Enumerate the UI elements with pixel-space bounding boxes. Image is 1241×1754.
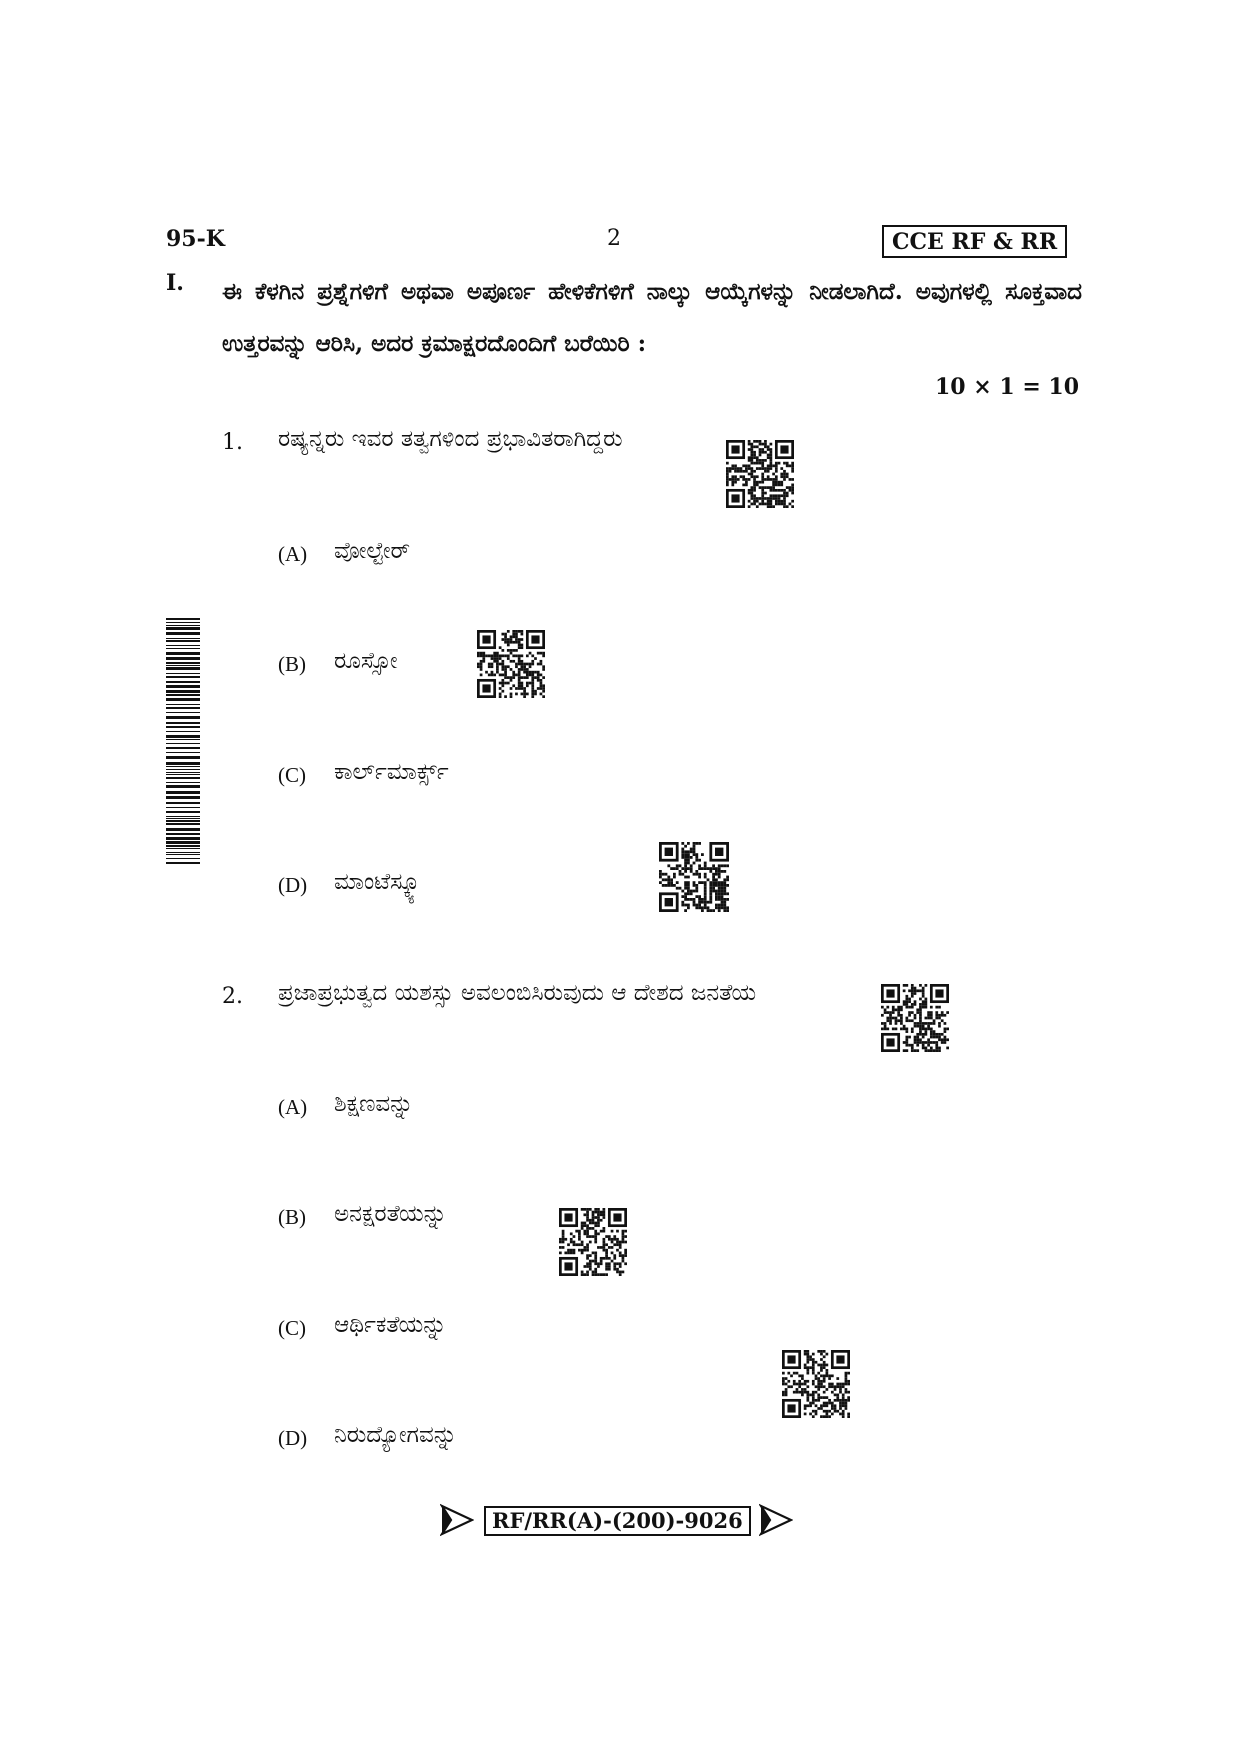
qr-code-icon — [559, 1208, 627, 1276]
qr-code-icon — [881, 984, 949, 1052]
qr-code-icon — [781, 1350, 851, 1418]
footer-code: RF/RR(A)-(200)-9026 — [484, 1506, 751, 1536]
q2-option-d-text: ನಿರುದ್ಯೋಗವನ್ನು — [334, 1422, 457, 1448]
arrow-right-icon — [759, 1503, 793, 1537]
q2-option-b-label: (B) — [278, 1205, 306, 1229]
q1-option-a-label: (A) — [278, 542, 308, 566]
qr-code-icon — [477, 630, 545, 698]
q2-option-a-text: ಶಿಕ್ಷಣವನ್ನು — [334, 1091, 414, 1117]
q2-option-a-label: (A) — [278, 1095, 308, 1119]
q1-option-c-label: (C) — [278, 763, 306, 787]
q1-option-a-text: ವೋಲ್ಟೇರ್ — [334, 538, 411, 564]
arrow-right-icon — [440, 1503, 474, 1537]
barcode-icon — [166, 618, 200, 866]
exam-label: CCE RF & RR — [882, 225, 1067, 258]
question-2-text: ಪ್ರಜಾಪ್ರಭುತ್ವದ ಯಶಸ್ಸು ಅವಲಂಬಿಸಿರುವುದು ಆ ದೇಶದ ಜನತೆಯ — [278, 980, 757, 1006]
q2-option-c-text: ಆರ್ಥಿಕತೆಯನ್ನು — [334, 1312, 447, 1338]
q1-option-b-label: (B) — [278, 652, 306, 676]
section-instruction: ಈ ಕೆಳಗಿನ ಪ್ರಶ್ನೆಗಳಿಗೆ ಅಥವಾ ಅಪೂರ್ಣ ಹೇಳಿಕೆಗಳಿಗೆ ನಾಲ್ಕು ಆಯ್ಕೆಗಳನ್ನು ನೀಡಲಾಗಿದೆ. ಅವುಗಳಲ್ಲಿ ಸೂಕ್ತವಾದ ಉತ್ತರವನ್ನು ಆರಿಸಿ, ಅದರ ಕ್ರಮಾಕ್ಷರದೊಂದಿಗೆ ಬರೆಯಿರಿ : — [222, 278, 1082, 357]
question-2-number: 2. — [222, 984, 243, 1009]
q1-option-c-text: ಕಾರ್ಲ್‌ಮಾರ್ಕ್ಸ್ — [334, 759, 449, 785]
question-1-text: ರಷ್ಯನ್ನರು ಇವರ ತತ್ವಗಳಿಂದ ಪ್ರಭಾವಿತರಾಗಿದ್ದರು — [278, 426, 623, 452]
q2-option-b-text: ಅನಕ್ಷರತೆಯನ್ನು — [334, 1201, 447, 1227]
qr-code-icon — [659, 842, 729, 912]
q1-option-d-label: (D) — [278, 873, 308, 897]
q2-option-c-label: (C) — [278, 1316, 306, 1340]
question-1-number: 1. — [222, 430, 243, 455]
section-number: I. — [166, 270, 184, 296]
q1-option-b-text: ರೂಸ್ಸೋ — [334, 648, 398, 674]
paper-code: 95-K — [166, 226, 225, 252]
section-marks: 10 × 1 = 10 — [935, 374, 1080, 400]
q2-option-d-label: (D) — [278, 1426, 308, 1450]
q1-option-d-text: ಮಾಂಟೆಸ್ಕ್ಯೂ — [334, 869, 424, 895]
qr-code-icon — [726, 440, 794, 508]
page-number: 2 — [607, 226, 621, 251]
